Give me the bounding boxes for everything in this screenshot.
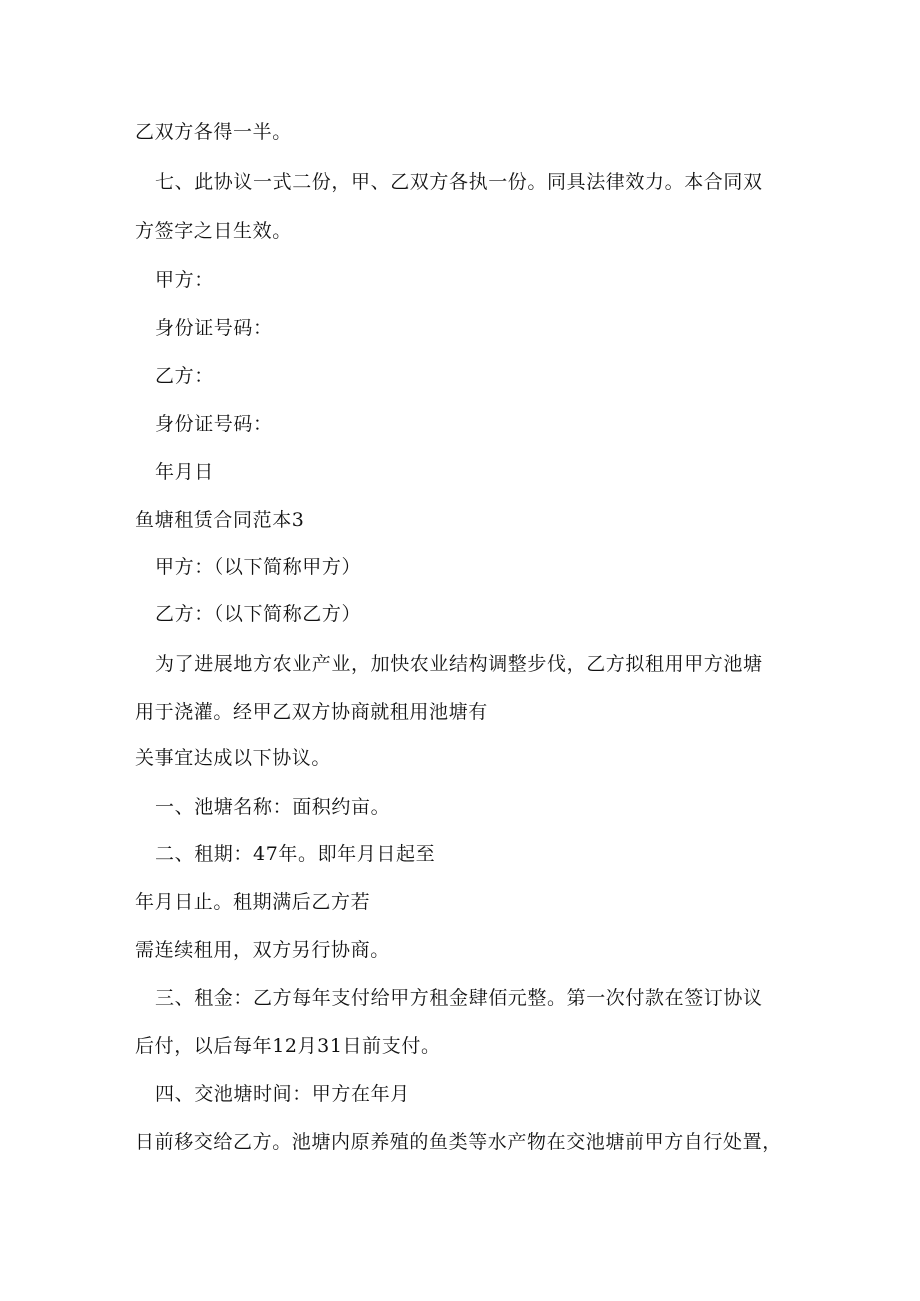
text-line: 方签字之日生效。 [135,220,292,242]
text-line: 关事宜达成以下协议。 [135,747,332,769]
text-line: 后付，以后每年12月31日前支付。 [135,1035,441,1057]
text-line: 乙双方各得一半。 [135,121,292,143]
text-line: 甲方： [155,269,214,291]
text-line: 三、租金：乙方每年支付给甲方租金肆佰元整。第一次付款在签订协议 [155,987,763,1009]
text-line: 年月日 [155,461,214,483]
text-line: 二、租期：47年。即年月日起至 [155,843,436,865]
text-line: 日前移交给乙方。池塘内原养殖的鱼类等水产物在交池塘前甲方自行处置， [135,1131,782,1153]
text-line: 为了进展地方农业产业，加快农业结构调整步伐，乙方拟租用甲方池塘 [155,653,763,675]
text-line: 身份证号码： [155,317,273,339]
text-line: 乙方： [155,365,214,387]
text-line: 乙方：（以下简称乙方） [155,603,362,625]
section-title: 鱼塘租赁合同范本3 [135,509,305,531]
text-line: 年月日止。租期满后乙方若 [135,891,371,913]
text-line: 需连续租用，双方另行协商。 [135,939,390,961]
text-line: 甲方：（以下简称甲方） [155,556,362,578]
text-line: 一、池塘名称：面积约亩。 [155,796,391,818]
text-line: 七、此协议一式二份，甲、乙双方各执一份。同具法律效力。本合同双 [155,171,763,193]
text-line: 四、交池塘时间：甲方在年月 [155,1083,410,1105]
text-line: 身份证号码： [155,413,273,435]
text-line: 用于浇灌。经甲乙双方协商就租用池塘有 [135,701,488,723]
